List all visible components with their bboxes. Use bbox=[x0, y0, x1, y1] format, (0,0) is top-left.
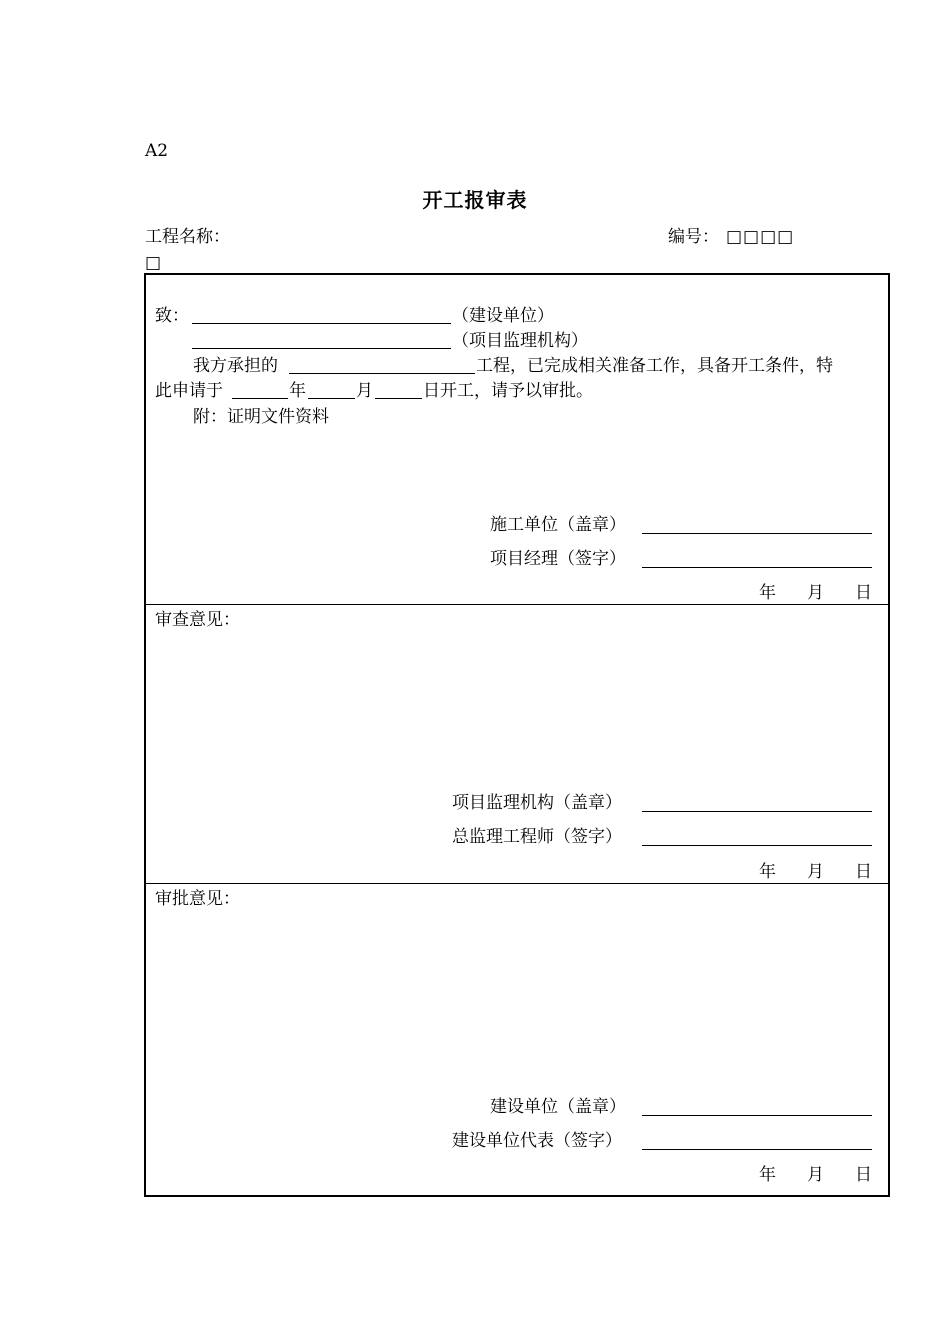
project-blank[interactable] bbox=[289, 373, 475, 374]
year-char: 年 bbox=[289, 381, 306, 401]
recipient-1-suffix: （建设单位） bbox=[452, 306, 554, 326]
number-boxes: □□□□ bbox=[726, 227, 795, 247]
owner-rep-sign-label: 建设单位代表（签字） bbox=[452, 1131, 622, 1151]
section-divider bbox=[146, 604, 888, 605]
body-line1-prefix: 我方承担的 bbox=[193, 356, 278, 376]
owner-rep-sign-blank[interactable] bbox=[642, 1149, 872, 1150]
stray-box: □ bbox=[145, 253, 162, 273]
month-blank[interactable] bbox=[308, 398, 355, 399]
day-suffix: 日开工，请予以审批。 bbox=[423, 381, 593, 401]
form-table bbox=[144, 273, 890, 1197]
recipient-2-blank[interactable] bbox=[192, 348, 451, 349]
owner-seal-label: 建设单位（盖章） bbox=[490, 1097, 626, 1117]
page-title: 开工报审表 bbox=[422, 188, 528, 212]
recipient-1-blank[interactable] bbox=[192, 323, 451, 324]
recipient-2-suffix: （项目监理机构） bbox=[452, 331, 588, 351]
date-day: 日 bbox=[855, 862, 872, 882]
chief-engineer-sign-label: 总监理工程师（签字） bbox=[452, 827, 622, 847]
date-year: 年 bbox=[759, 583, 776, 603]
date-day: 日 bbox=[855, 1165, 872, 1185]
supervisor-seal-label: 项目监理机构（盖章） bbox=[452, 793, 622, 813]
year-blank[interactable] bbox=[232, 398, 288, 399]
date-day: 日 bbox=[855, 583, 872, 603]
contractor-seal-label: 施工单位（盖章） bbox=[490, 515, 626, 535]
approval-heading: 审批意见： bbox=[155, 889, 240, 909]
project-name-label: 工程名称： bbox=[145, 227, 230, 247]
date-year: 年 bbox=[759, 1165, 776, 1185]
chief-engineer-sign-blank[interactable] bbox=[642, 845, 872, 846]
body-line1-suffix: 工程，已完成相关准备工作，具备开工条件，特 bbox=[476, 356, 833, 376]
contractor-seal-blank[interactable] bbox=[642, 533, 872, 534]
project-manager-sign-label: 项目经理（签字） bbox=[490, 549, 626, 569]
body-line2-prefix: 此申请于 bbox=[155, 381, 223, 401]
month-char: 月 bbox=[356, 381, 373, 401]
supervisor-seal-blank[interactable] bbox=[642, 811, 872, 812]
attachment-note: 附：证明文件资料 bbox=[193, 407, 329, 427]
owner-seal-blank[interactable] bbox=[642, 1115, 872, 1116]
number-label: 编号： bbox=[668, 227, 719, 247]
date-month: 月 bbox=[807, 583, 824, 603]
project-manager-sign-blank[interactable] bbox=[642, 567, 872, 568]
section-divider bbox=[146, 883, 888, 884]
date-month: 月 bbox=[807, 862, 824, 882]
review-heading: 审查意见： bbox=[155, 610, 240, 630]
to-label: 致： bbox=[155, 306, 189, 326]
day-blank[interactable] bbox=[375, 398, 422, 399]
date-month: 月 bbox=[807, 1165, 824, 1185]
form-code: A2 bbox=[145, 141, 169, 161]
date-year: 年 bbox=[759, 862, 776, 882]
